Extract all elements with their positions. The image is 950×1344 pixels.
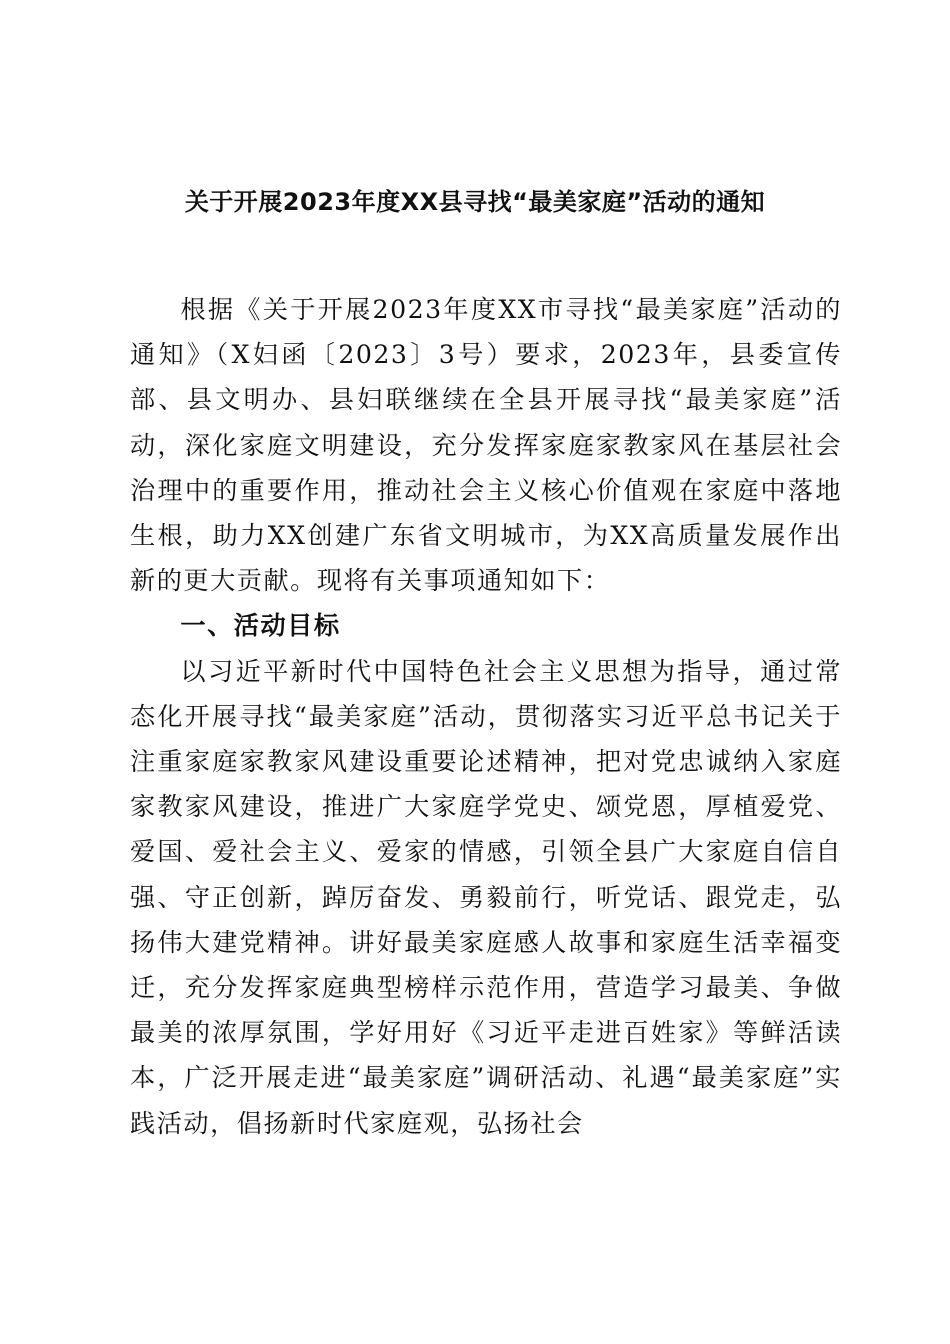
- document-title: 关于开展2023年度XX县寻找“最美家庭”活动的通知: [184, 188, 766, 216]
- document-body: [130, 287, 842, 1146]
- intro-paragraph: 根据《关于开展2023年度XX市寻找“最美家庭”活动的通知》（X妇函〔2023〕3号）要求，2023年，县委宣传部、县文明办、县妇联继续在全县开展寻找“最美家庭”活动，深化家庭文明建设，充分发挥家庭家教家风在基层社会治理中的重要作用，推动社会主义核心价值观在家庭中落地生根，助力XX创建广东省文明城市，为XX高质量发展作出新的更大贡献。现将有关事项通知如下：: [130, 295, 842, 596]
- section-heading-activity-goals: 一、活动目标: [180, 611, 341, 641]
- activity-goals-paragraph: 以习近平新时代中国特色社会主义思想为指导，通过常态化开展寻找“最美家庭”活动，贯彻落实习近平总书记关于注重家庭家教家风建设重要论述精神，把对党忠诚纳入家庭家教家风建设，推进广大家庭学党史、颂党恩，厚植爱党、爱国、爱社会主义、爱家的情感，引领全县广大家庭自信自强、守正创新，踔厉奋发、勇毅前行，听党话、跟党走，弘扬伟大建党精神。讲好最美家庭感人故事和家庭生活幸福变迁，充分发挥家庭典型榜样示范作用，营造学习最美、争做最美的浓厚氛围，学好用好《习近平走进百姓家》等鲜活读本，广泛开展走进“最美家庭”调研活动、礼遇“最美家庭”实践活动，倡扬新时代家庭观，弘扬社会: [130, 656, 842, 1138]
